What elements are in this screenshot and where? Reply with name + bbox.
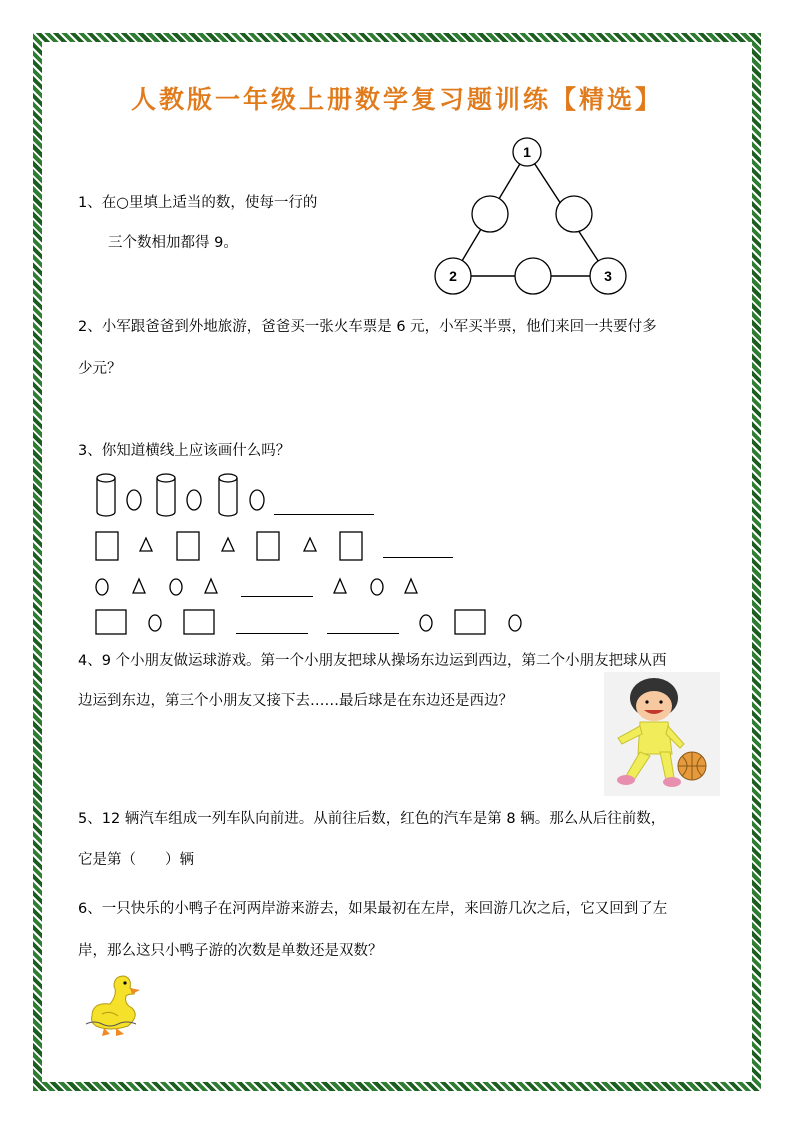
circle-bottom-middle[interactable] [515,258,551,294]
page-title: 人教版一年级上册数学复习题训练【精选】 [130,85,663,114]
node-top-label: 1 [523,144,531,160]
triangle-icon [205,579,217,593]
q5-text-line1: 5、12 辆汽车组成一列车队向前进。从前往后数，红色的汽车是第 8 辆。那么从后往前数， [78,811,666,827]
triangle-icon [304,538,316,551]
circle-icon [149,615,161,631]
square-icon [340,532,362,560]
circle-icon [420,615,432,631]
answer-blank-row2[interactable] [383,557,453,558]
q6-text-line1: 6、一只快乐的小鸭子在河两岸游来游去，如果最初在左岸，来回游几次之后，它又回到了左 [78,901,668,917]
shape-row-4-end [415,606,530,638]
triangle-icon [140,538,152,551]
square-icon [177,532,199,560]
node-bottom-right-label: 3 [604,268,612,284]
circle-left-middle[interactable] [472,196,508,232]
answer-blank-row4a[interactable] [236,633,308,634]
triangle-icon [405,579,417,593]
circle-right-middle[interactable] [556,196,592,232]
q2-text-line1: 2、小军跟爸爸到外地旅游，爸爸买一张火车票是 6 元，小军买半票，他们来回一共要付多 [78,319,657,335]
shape-row-1 [90,470,290,520]
oval-icon [127,490,141,510]
circle-icon [96,579,108,595]
cylinder-icon [219,474,237,516]
cylinder-icon [97,474,115,516]
shape-row-3 [90,576,240,600]
q3-text-line1: 3、你知道横线上应该画什么吗？ [78,443,291,459]
answer-blank-row4b[interactable] [327,633,399,634]
rectangle-icon [96,610,126,634]
node-bottom-left-label: 2 [449,268,457,284]
cylinder-icon [157,474,175,516]
rectangle-icon [455,610,485,634]
child-dribbling-ball-illustration [604,672,720,796]
shape-row-4 [90,606,230,638]
shape-row-3-end [330,576,430,600]
q6-text-line2: 岸，那么这只小鸭子游的次数是单数还是双数？ [78,943,383,959]
shape-row-2 [90,528,380,564]
circle-icon [170,579,182,595]
duck-illustration [84,972,146,1038]
triangle-icon [133,579,145,593]
circle-icon [371,579,383,595]
q5-text-line2: 它是第（ ）辆 [78,852,194,868]
q1-text-line1: 1、在○里填上适当的数，使每一行的 [78,195,318,211]
triangle-circle-diagram [430,136,630,296]
answer-blank-row1[interactable] [274,514,374,515]
answer-blank-row3[interactable] [241,596,313,597]
triangle-icon [334,579,346,593]
oval-icon [250,490,264,510]
q2-text-line2: 少元？ [78,361,122,377]
rectangle-icon [184,610,214,634]
oval-icon [187,490,201,510]
circle-icon [509,615,521,631]
q1-text-line2: 三个数相加都得 9。 [108,235,238,251]
square-icon [257,532,279,560]
triangle-icon [222,538,234,551]
q4-text-line1: 4、9 个小朋友做运球游戏。第一个小朋友把球从操场东边运到西边，第二个小朋友把球从西 [78,653,667,669]
square-icon [96,532,118,560]
q4-text-line2: 边运到东边，第三个小朋友又接下去……最后球是在东边还是西边？ [78,693,513,709]
